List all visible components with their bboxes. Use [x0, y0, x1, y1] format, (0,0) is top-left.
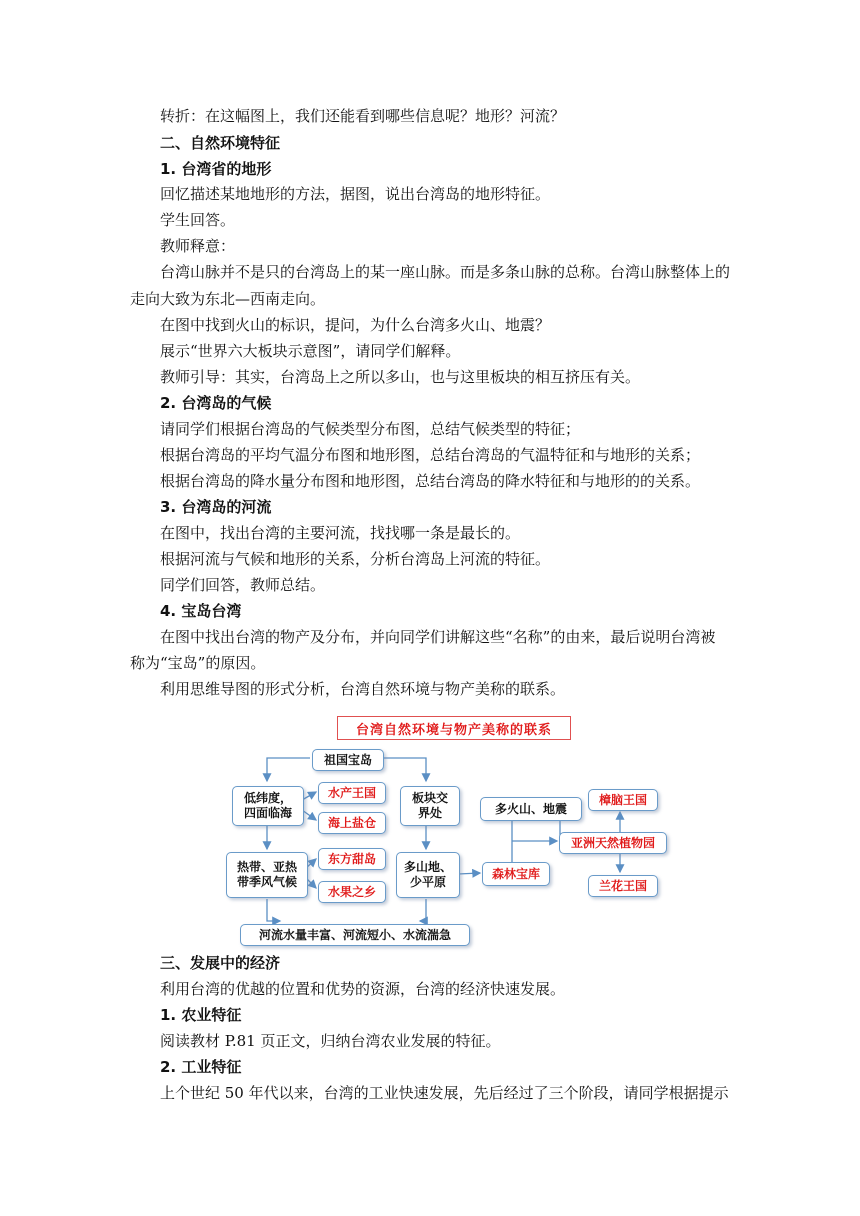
text-line: 回忆描述某地地形的方法，据图，说出台湾岛的地形特征。	[160, 185, 551, 203]
mind-map-root: 祖国宝岛	[312, 749, 384, 771]
text-line: 根据台湾岛的降水量分布图和地形图，总结台湾岛的降水特征和与地形的的关系。	[160, 472, 701, 490]
node-volcano-earthquake: 多火山、地震	[480, 797, 582, 821]
node-sea-salt-store: 海上盐仓	[318, 812, 386, 834]
mind-map-title: 台湾自然环境与物产美称的联系	[337, 716, 571, 740]
node-asia-botanical-garden: 亚洲天然植物园	[559, 832, 667, 854]
subsection-heading: 2. 工业特征	[160, 1058, 242, 1076]
text-line: 走向大致为东北—西南走向。	[130, 290, 326, 308]
text-line: 根据台湾岛的平均气温分布图和地形图，总结台湾岛的气温特征和与地形的关系；	[160, 446, 701, 464]
text-line: 在图中找到火山的标识，提问，为什么台湾多火山、地震？	[160, 316, 551, 334]
subsection-heading: 1. 农业特征	[160, 1006, 242, 1024]
text-line: 教师引导：其实，台湾岛上之所以多山，也与这里板块的相互挤压有关。	[160, 368, 641, 386]
text-line: 利用台湾的优越的位置和优势的资源，台湾的经济快速发展。	[160, 980, 566, 998]
text-line: 台湾山脉并不是只的台湾岛上的某一座山脉。而是多条山脉的总称。台湾山脉整体上的	[160, 263, 731, 281]
node-low-latitude: 低纬度， 四面临海	[232, 786, 304, 826]
node-tropical-climate: 热带、亚热 带季风气候	[226, 852, 308, 898]
node-fruit-hometown: 水果之乡	[318, 881, 386, 903]
node-camphor-kingdom: 樟脑王国	[588, 789, 658, 811]
text-line: 称为“宝岛”的原因。	[130, 654, 266, 672]
section-heading: 二、自然环境特征	[160, 134, 281, 152]
node-forest-treasury: 森林宝库	[482, 862, 550, 886]
text-line: 转折：在这幅图上，我们还能看到哪些信息呢？地形？河流？	[160, 107, 566, 125]
subsection-heading: 4. 宝岛台湾	[160, 602, 242, 620]
node-eastern-sweet-island: 东方甜岛	[318, 848, 386, 870]
node-aquatic-kingdom: 水产王国	[318, 782, 386, 804]
node-river-features: 河流水量丰富、河流短小、水流湍急	[240, 924, 470, 946]
text-line: 请同学们根据台湾岛的气候类型分布图，总结气候类型的特征；	[160, 420, 581, 438]
node-mountains-plains: 多山地、 少平原	[396, 852, 460, 898]
text-line: 根据河流与气候和地形的关系，分析台湾岛上河流的特征。	[160, 550, 551, 568]
text-line: 在图中，找出台湾的主要河流，找找哪一条是最长的。	[160, 524, 521, 542]
subsection-heading: 1. 台湾省的地形	[160, 160, 272, 178]
text-line: 学生回答。	[160, 211, 236, 229]
section-heading: 三、发展中的经济	[160, 954, 281, 972]
node-orchid-kingdom: 兰花王国	[588, 875, 658, 897]
text-line: 上个世纪 50 年代以来，台湾的工业快速发展，先后经过了三个阶段，请同学根据提示	[160, 1084, 729, 1102]
mind-map	[222, 716, 672, 948]
text-line: 利用思维导图的形式分析，台湾自然环境与物产美称的联系。	[160, 680, 566, 698]
text-line: 展示“世界六大板块示意图”，请同学们解释。	[160, 342, 461, 360]
text-line: 同学们回答，教师总结。	[160, 576, 326, 594]
node-plate-boundary: 板块交 界处	[400, 786, 460, 826]
text-line: 教师释意：	[160, 237, 236, 255]
subsection-heading: 2. 台湾岛的气候	[160, 394, 272, 412]
text-line: 阅读教材 P.81 页正文，归纳台湾农业发展的特征。	[160, 1032, 501, 1050]
text-line: 在图中找出台湾的物产及分布，并向同学们讲解这些“名称”的由来，最后说明台湾被	[160, 628, 716, 646]
subsection-heading: 3. 台湾岛的河流	[160, 498, 272, 516]
